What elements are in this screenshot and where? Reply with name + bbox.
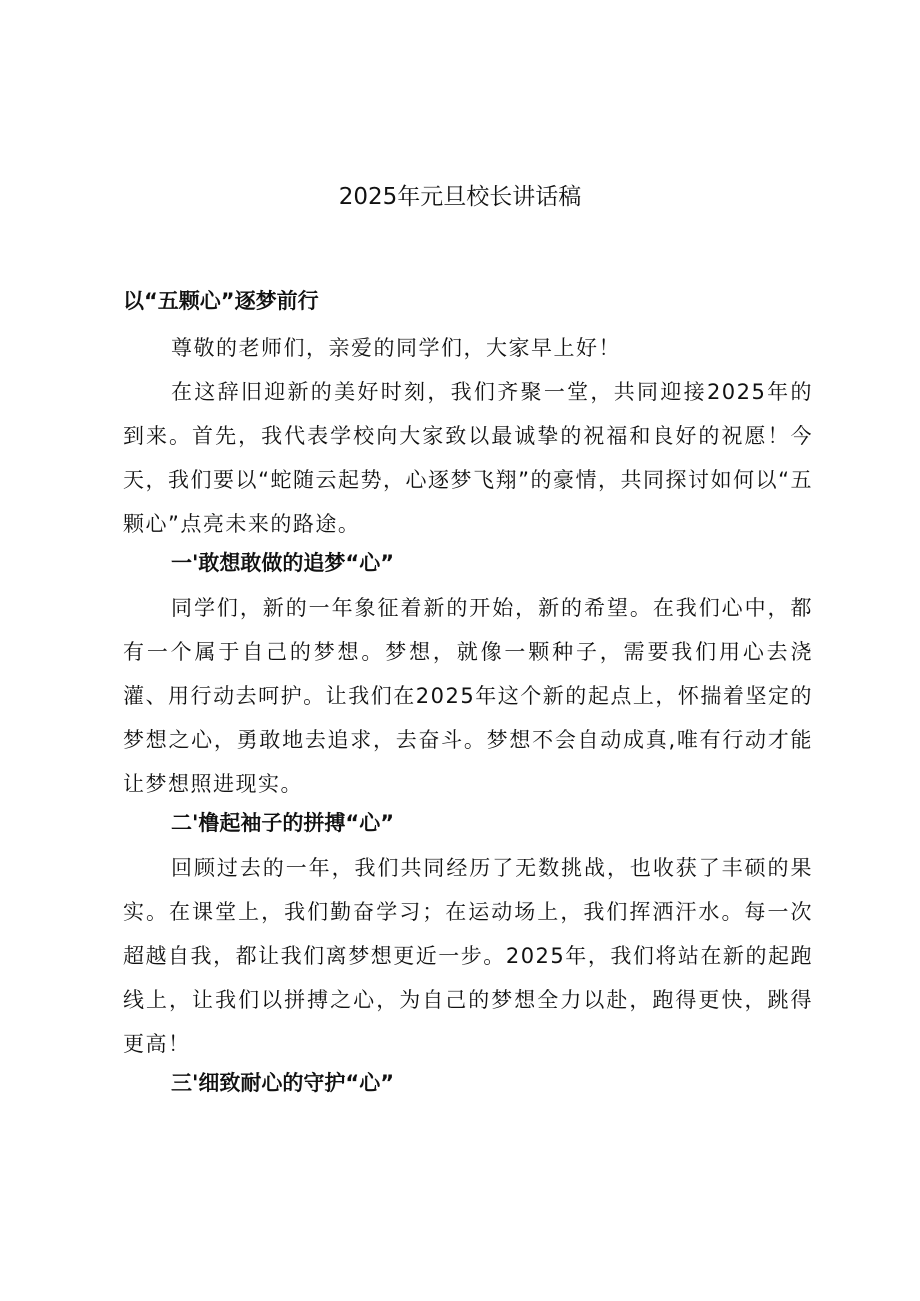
section-heading-2: 二'橹起袖子的拼搏“心” <box>171 811 395 835</box>
greeting-paragraph: 尊敬的老师们，亲爱的同学们，大家早上好！ <box>171 336 621 360</box>
section-heading-1: 一'敢想敢做的追梦“心” <box>171 551 395 575</box>
section-body-2: 回顾过去的一年，我们共同经历了无数挑战，也收获了丰硕的果实。在课堂上，我们勤奋学习；在运动场上，我们挥洒汗水。每一次超越自我，都让我们离梦想更近一步。2025年，我们将站在新的起跑线上，让我们以拼搏之心，为自己的梦想全力以赴，跑得更快，跳得更高！ <box>123 856 813 1056</box>
section-heading-3: 三'细致耐心的守护“心” <box>171 1071 395 1095</box>
speech-subtitle: 以“五颗心”逐梦前行 <box>123 289 319 313</box>
intro-paragraph: 在这辞旧迎新的美好时刻，我们齐聚一堂，共同迎接2025年的到来。首先，我代表学校向大家致以最诚挚的祝福和良好的祝愿！今天，我们要以“蛇随云起势，心逐梦飞翔”的豪情，共同探讨如何以“五颗心”点亮未来的路途。 <box>123 380 813 536</box>
page-title: 2025年元旦校长讲话稿 <box>338 184 582 210</box>
section-body-1: 同学们，新的一年象征着新的开始，新的希望。在我们心中，都有一个属于自己的梦想。梦想，就像一颗种子，需要我们用心去浇灌、用行动去呵护。让我们在2025年这个新的起点上，怀揣着坚定的梦想之心，勇敢地去追求，去奋斗。梦想不会自动成真,唯有行动才能让梦想照进现实。 <box>123 596 813 796</box>
